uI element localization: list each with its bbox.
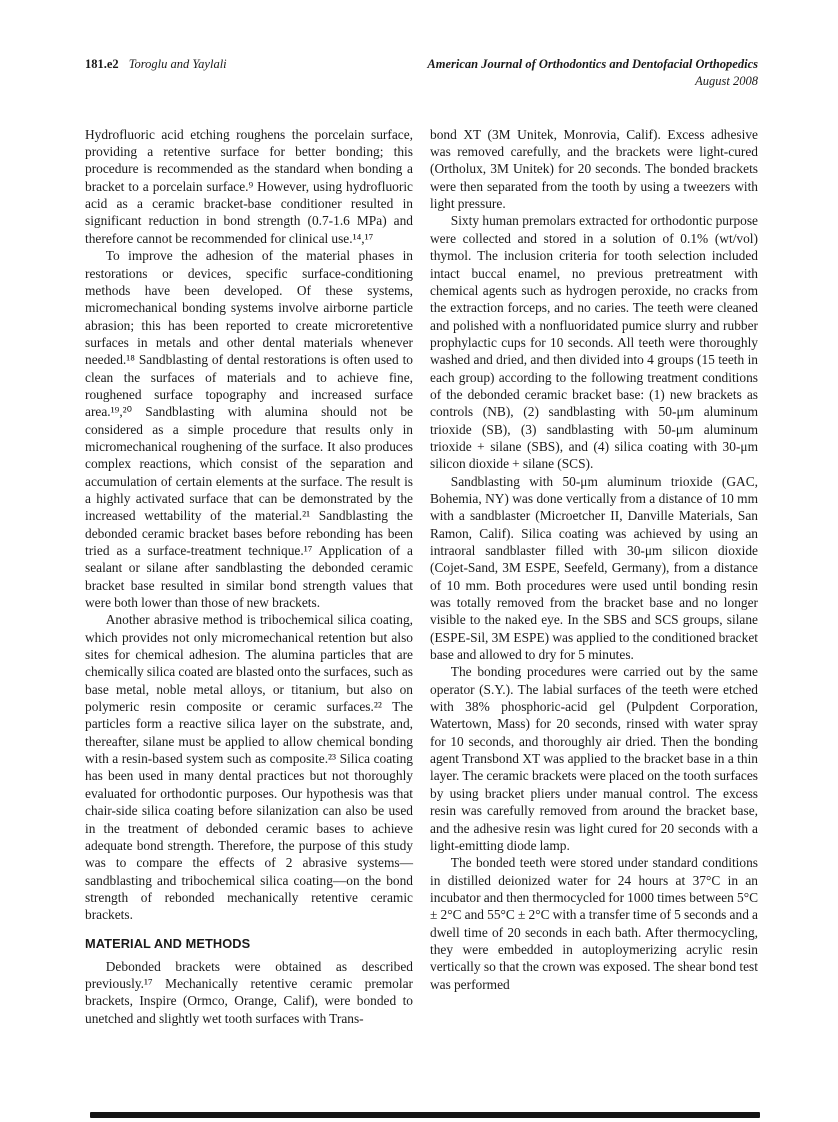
paragraph: The bonding procedures were carried out by the same operator (S.Y.). The labial surfaces of the teeth were etched with 38% phosphoric-acid gel (Pulpdent Corporation, Watertown, Mass) for 20 seconds, rinsed with water spray for 10 seconds, and thoroughly air dried. Then the bonding agent Transbond XT was applied to the bracket base in a thin layer. The ceramic brackets were placed on the tooth surfaces by using bracket pliers under manual control. The excess resin was carefully removed from around the bracket base, and the adhesive resin was light cured for 20 seconds with a light-emitting diode lamp. [430, 664, 758, 853]
paragraph: To improve the adhesion of the material phases in restorations or devices, specific surface-conditioning methods have been developed. Of these systems, micromechanical bonding systems involve airborne particle abrasion; this has been reported to create microretentive surfaces in metals and other dental materials whenever needed.¹⁸ Sandblasting of dental restorations is often used to clean the surfaces of materials and to achieve fine, roughened surface topography and increased surface area.¹⁹,²⁰ Sandblasting with alumina should not be considered as a simple procedure that results only in micromechanical roughening of the surface. It also produces complex reactions, which consist of the separation and accumulation of certain elements at the surface. The result is a highly activated surface that can be demonstrated by the increased wettability of the material.²¹ Sandblasting the debonded ceramic bracket bases before rebonding has been tried as a surface-treatment technique.¹⁷ Application of a sealant or silane after sandblasting the debonded ceramic bracket base resulted in similar bond strength values that were both lower than those of new brackets. [85, 248, 413, 611]
issue-date: August 2008 [695, 73, 758, 88]
page-number: 181.e2 [85, 57, 119, 71]
running-head-right [427, 56, 758, 90]
paragraph: The bonded teeth were stored under standard conditions in distilled deionized water for 24 hours at 37°C in an incubator and then thermocycled for 1000 times between 5°C ± 2°C and 55°C ± 2°C with a transfer time of 5 seconds and a dwell time of 20 seconds in each bath. After thermocycling, they were embedded in autoploymerizing acrylic resin vertically so that the crown was exposed. The shear bond test was performed [430, 855, 759, 992]
paragraph: Debonded brackets were obtained as described previously.¹⁷ Mechanically retentive ceramic premolar brackets, Inspire (Ormco, Orange, Calif), were bonded to unetched and slightly wet tooth surfaces with Trans- [85, 958, 413, 1026]
running-head [85, 56, 758, 90]
section-heading-material-and-methods: MATERIAL AND METHODS [85, 935, 251, 951]
running-head-left [85, 56, 227, 73]
article-body [85, 126, 758, 1027]
paragraph: Another abrasive method is tribochemical silica coating, which provides not only micromechanical retention but also sites for chemical adhesion. The alumina particles that are chemically silica coated are blasted onto the surfaces, such as base metal, noble metal alloys, or titanium, but also on polymeric resin composite or ceramic surfaces.²² The particles form a reactive silica layer on the substrate, and, thereafter, silane must be applied to allow chemical bonding with a resin-based system such as composite.²³ Silica coating has been used in many dental practices but not thoroughly evaluated for orthodontic purposes. Our hypothesis was that chair-side silica coating before silanization can also be used in the treatment of debonded ceramic bases to achieve adequate bond strength. Therefore, the purpose of this study was to compare the effects of 2 abrasive systems—sandblasting and tribochemical silica coating—on the bond strength of rebonded mechanically retentive ceramic brackets. [85, 612, 413, 923]
paragraph: Sixty human premolars extracted for orthodontic purpose were collected and stored in a solution of 0.1% (wt/vol) thymol. The inclusion criteria for tooth selection included intact buccal enamel, no previous pretreatment with chemical agents such as hydrogen peroxide, no cracks from the extraction forceps, and no caries. The teeth were cleaned and polished with a nonfluoridated pumice slurry and rubber prophylactic cups for 10 seconds. All teeth were thoroughly washed and dried, and then divided into 4 groups (15 teeth in each group) according to the following treatment conditions of the debonded ceramic bracket base: (1) new brackets as controls (NB), (2) sandblasting with 50-μm aluminum trioxide (SB), (3) sandblasting with 50-μm aluminum trioxide + silane (SBS), and (4) silica coating with 30-μm silicon dioxide + silane (SCS). [430, 213, 758, 472]
scan-edge-artifact [90, 1112, 760, 1118]
authors: Toroglu and Yaylali [128, 57, 227, 71]
paragraph: Hydrofluoric acid etching roughens the porcelain surface, providing a retentive surface for better bonding; this procedure is recommended as the standard when bonding a bracket to a porcelain surface.⁹ However, using hydrofluoric acid as a ceramic bracket-base conditioner resulted in significant reduction in bond strength (0.7-1.6 MPa) and therefore cannot be recommended for clinical use.¹⁴,¹⁷ [85, 126, 413, 246]
journal-title: American Journal of Orthodontics and Dentofacial Orthopedics [427, 57, 758, 71]
left-column [85, 126, 413, 1027]
paragraph: Sandblasting with 50-μm aluminum trioxide (GAC, Bohemia, NY) was done vertically from a distance of 10 mm with a sandblaster (Microetcher II, Danville Materials, San Ramon, Calif). Silica coating was achieved by using an intraoral sandblaster filled with 30-μm silicon dioxide (Cojet-Sand, 3M ESPE, Seefeld, Germany), from a distance of 10 mm. Both procedures were used until bonding resin was totally removed from the bracket base and no longer visible to the naked eye. In the SBS and SCS groups, silane (ESPE-Sil, 3M ESPE) was applied to the conditioned bracket base and allowed to dry for 5 minutes. [430, 473, 758, 663]
right-column [430, 126, 758, 1027]
paragraph: bond XT (3M Unitek, Monrovia, Calif). Excess adhesive was removed carefully, and the brackets were light-cured (Ortholux, 3M Unitek) for 20 seconds. The bonded brackets were then separated from the tooth by using a tweezers with light pressure. [430, 126, 758, 212]
